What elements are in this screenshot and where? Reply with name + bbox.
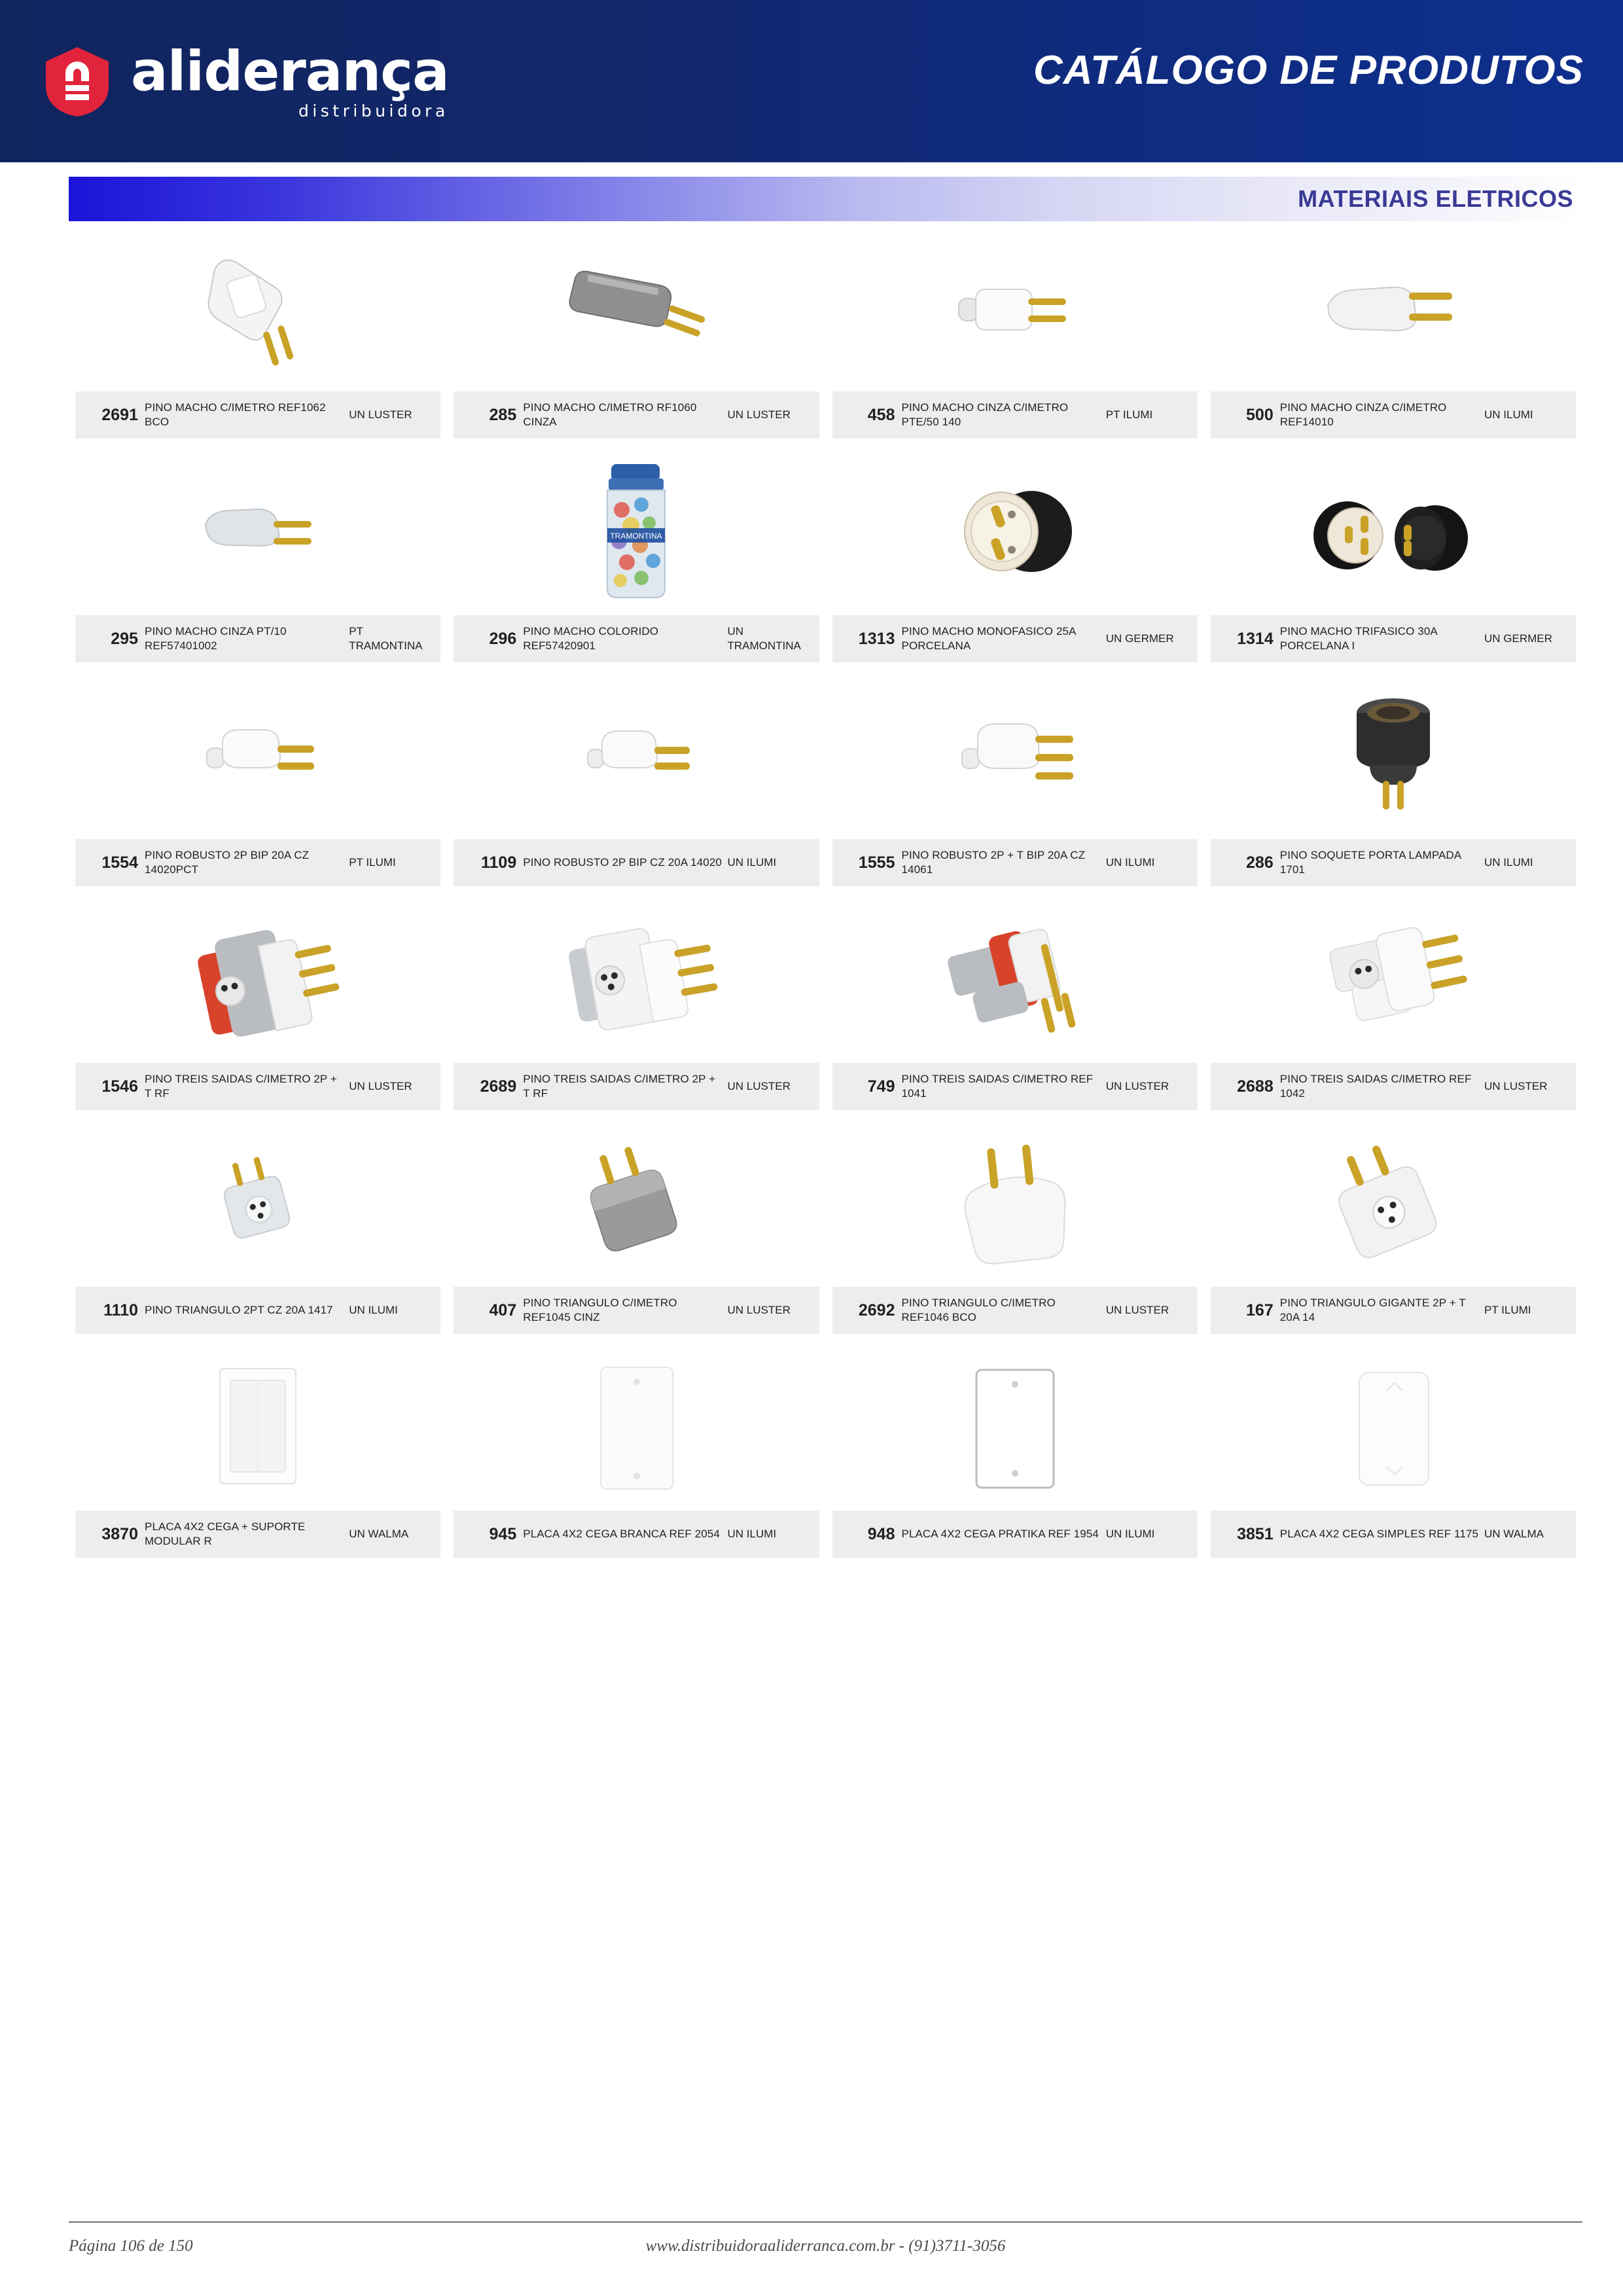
product-code: 167 [1246,1300,1274,1319]
footer-website: www.distribuidoraaliderranca.com.br - (91)3711-3056 [645,2237,1006,2255]
product-description: PINO MACHO C/IMETRO RF1060 CINZA [523,401,697,428]
product-unit: UN TRAMONTINA [727,625,801,652]
product-cell[interactable] [447,453,825,662]
product-image-plug-gray-2pin-small [75,453,440,615]
product-unit: UN LUSTER [727,408,791,422]
catalog-title: CATÁLOGO DE PRODUTOS [1033,48,1584,93]
product-cell[interactable] [69,677,447,886]
product-cell[interactable] [69,1348,447,1558]
product-row [69,453,1582,662]
product-row [69,1124,1582,1334]
product-code: 749 [867,1077,895,1096]
product-description: PINO MACHO COLORIDO REF57420901 [523,625,659,652]
product-unit: UN ILUMI [349,1304,398,1317]
product-description: PINO MACHO MONOFASICO 25A PORCELANA [901,625,1076,652]
product-code: 2692 [858,1300,895,1319]
product-code: 1110 [103,1300,138,1319]
product-image-plug-robust-2p-white [75,677,440,839]
product-cell[interactable] [826,1348,1204,1558]
page-footer [69,2221,1582,2255]
product-unit: UN ILUMI [1484,408,1533,422]
product-info [1211,1511,1576,1558]
product-cell[interactable] [447,901,825,1110]
product-code: 458 [867,405,895,424]
product-description: PINO TREIS SAIDAS C/IMETRO REF 1042 [1279,1073,1472,1100]
product-code: 286 [1246,853,1274,872]
product-image-plate-4x2-blank-white [454,1348,819,1511]
product-info [1211,391,1576,439]
product-info [1211,839,1576,886]
product-description: PINO MACHO CINZA PT/10 REF57401002 [145,625,287,652]
product-image-plate-4x2-simple [1211,1348,1576,1511]
product-unit: UN ILUMI [1484,856,1533,869]
product-image-jar-colored-plugs [454,453,819,615]
product-unit: UN LUSTER [1105,1304,1169,1317]
product-cell[interactable] [69,229,447,439]
svg-text:TRAMONTINA: TRAMONTINA [610,531,663,541]
product-info [75,1287,440,1334]
product-unit: UN ILUMI [1105,1528,1155,1541]
product-unit: UN GERMER [1105,632,1174,645]
product-info [75,1511,440,1558]
product-row [69,1348,1582,1558]
product-image-plug-robust-2p-white-b [454,677,819,839]
product-code: 2691 [101,405,138,424]
product-unit: UN LUSTER [349,1080,412,1093]
product-unit: PT TRAMONTINA [349,625,423,652]
product-description: PINO MACHO CINZA C/IMETRO PTE/50 140 [901,401,1069,428]
product-image-plug-white-2pin-flat [75,229,440,391]
category-label: MATERIAIS ELETRICOS [1298,185,1573,212]
product-description: PINO TRIANGULO C/IMETRO REF1045 CINZ [523,1297,677,1323]
product-code: 3870 [101,1524,138,1543]
product-unit: UN GERMER [1484,632,1552,645]
product-image-triple-outlet-white-gray [454,901,819,1063]
product-info [454,1063,819,1110]
product-cell[interactable] [826,453,1204,662]
product-image-plug-porcelain-round-black [832,453,1198,615]
product-description: PLACA 4X2 CEGA PRATIKA REF 1954 [901,1528,1099,1541]
product-unit: UN ILUMI [1105,856,1155,869]
product-info [832,1063,1198,1110]
brand-tagline: distribuidora [298,101,449,120]
product-description: PINO ROBUSTO 2P + T BIP 20A CZ 14061 [901,849,1086,876]
product-cell[interactable] [1204,1348,1582,1558]
product-info [454,1287,819,1334]
product-cell[interactable] [826,677,1204,886]
product-description: PINO MACHO TRIFASICO 30A PORCELANA I [1279,625,1437,652]
product-row [69,229,1582,439]
product-description: PINO ROBUSTO 2P BIP CZ 20A 14020 [523,856,722,869]
product-image-triangle-plug-gray [454,1124,819,1287]
product-cell[interactable] [826,229,1204,439]
product-description: PLACA 4X2 CEGA + SUPORTE MODULAR R [145,1520,306,1547]
product-code: 285 [489,405,517,424]
product-code: 295 [111,629,138,648]
product-description: PINO TREIS SAIDAS C/IMETRO 2P + T RF [523,1073,716,1100]
page-header [0,0,1623,162]
product-image-triangle-plug-giant-white [1211,1124,1576,1287]
page-number: Página 106 de 150 [69,2237,193,2255]
product-cell[interactable] [1204,229,1582,439]
shield-icon [41,45,114,118]
category-bar [69,177,1582,221]
product-info [832,391,1198,439]
product-unit: UN LUSTER [349,408,412,422]
product-image-plug-robust-2pt-white [832,677,1198,839]
product-unit: UN WALMA [349,1528,409,1541]
product-info [454,839,819,886]
product-code: 1314 [1237,629,1274,648]
product-info [75,839,440,886]
brand-logo [41,39,449,120]
footer-divider [69,2221,1582,2223]
product-row [69,901,1582,1110]
product-info [75,391,440,439]
product-cell[interactable] [447,1348,825,1558]
product-code: 1555 [858,853,895,872]
product-code: 1313 [858,629,895,648]
product-unit: UN LUSTER [1484,1080,1548,1093]
product-info [75,615,440,662]
product-code: 2688 [1237,1077,1274,1096]
product-cell[interactable] [69,453,447,662]
product-image-triple-outlet-white [1211,901,1576,1063]
product-info [832,615,1198,662]
product-unit: UN WALMA [1484,1528,1544,1541]
product-grid [69,229,1582,1558]
product-image-plug-porcelain-3phase-pair [1211,453,1576,615]
product-cell[interactable] [69,901,447,1110]
product-info [454,615,819,662]
product-cell[interactable] [447,677,825,886]
product-image-plug-white-2pin-wide [1211,229,1576,391]
product-unit: PT ILUMI [349,856,396,869]
product-code: 296 [489,629,517,648]
product-unit: UN LUSTER [727,1080,791,1093]
product-description: PINO TRIANGULO C/IMETRO REF1046 BCO [901,1297,1056,1323]
product-cell[interactable] [447,229,825,439]
product-info [75,1063,440,1110]
product-image-triple-outlet-red-gray [75,901,440,1063]
product-description: PINO TRIANGULO GIGANTE 2P + T 20A 14 [1279,1297,1466,1323]
product-code: 1546 [101,1077,138,1096]
product-code: 1109 [481,853,517,872]
product-description: PINO MACHO C/IMETRO REF1062 BCO [145,401,326,428]
product-code: 948 [867,1524,895,1543]
product-description: PINO TRIANGULO 2PT CZ 20A 1417 [145,1304,333,1317]
product-info [454,391,819,439]
product-description: PINO SOQUETE PORTA LAMPADA 1701 [1279,849,1461,876]
product-code: 3851 [1237,1524,1274,1543]
product-description: PLACA 4X2 CEGA BRANCA REF 2054 [523,1528,720,1541]
product-info [1211,1287,1576,1334]
product-code: 1554 [101,853,138,872]
product-description: PINO TREIS SAIDAS C/IMETRO REF 1041 [901,1073,1094,1100]
product-cell[interactable] [1204,453,1582,662]
product-unit: UN LUSTER [1105,1080,1169,1093]
product-cell[interactable] [1204,1124,1582,1334]
product-image-plate-4x2-pratika [832,1348,1198,1511]
product-unit: UN LUSTER [727,1304,791,1317]
product-image-plug-gray-2pin-angled [454,229,819,391]
product-image-triangle-plug-white [832,1124,1198,1287]
product-image-lamp-socket-adapter [1211,677,1576,839]
product-image-triangle-plug-gray-small [75,1124,440,1287]
product-code: 407 [489,1300,517,1319]
product-image-triple-outlet-red-white [832,901,1198,1063]
product-cell[interactable] [1204,677,1582,886]
product-info [832,839,1198,886]
product-description: PINO TREIS SAIDAS C/IMETRO 2P + T RF [145,1073,337,1100]
product-info [454,1511,819,1558]
product-description: PINO ROBUSTO 2P BIP 20A CZ 14020PCT [145,849,310,876]
product-code: 2689 [480,1077,517,1096]
product-code: 945 [489,1524,517,1543]
product-cell[interactable] [826,1124,1204,1334]
product-row [69,677,1582,886]
product-image-plate-4x2-blank-support [75,1348,440,1511]
product-cell[interactable] [826,901,1204,1110]
product-cell[interactable] [1204,901,1582,1110]
product-description: PINO MACHO CINZA C/IMETRO REF14010 [1279,401,1447,428]
product-unit: UN ILUMI [727,1528,777,1541]
brand-name: aliderança [131,39,449,103]
product-unit: PT ILUMI [1105,408,1153,422]
product-info [832,1511,1198,1558]
product-info [1211,1063,1576,1110]
product-info [1211,615,1576,662]
product-unit: PT ILUMI [1484,1304,1531,1317]
product-description: PLACA 4X2 CEGA SIMPLES REF 1175 [1279,1528,1479,1541]
product-info [832,1287,1198,1334]
product-image-plug-white-2pin-round [832,229,1198,391]
product-cell[interactable] [447,1124,825,1334]
product-cell[interactable] [69,1124,447,1334]
product-code: 500 [1246,405,1274,424]
product-unit: UN ILUMI [727,856,777,869]
